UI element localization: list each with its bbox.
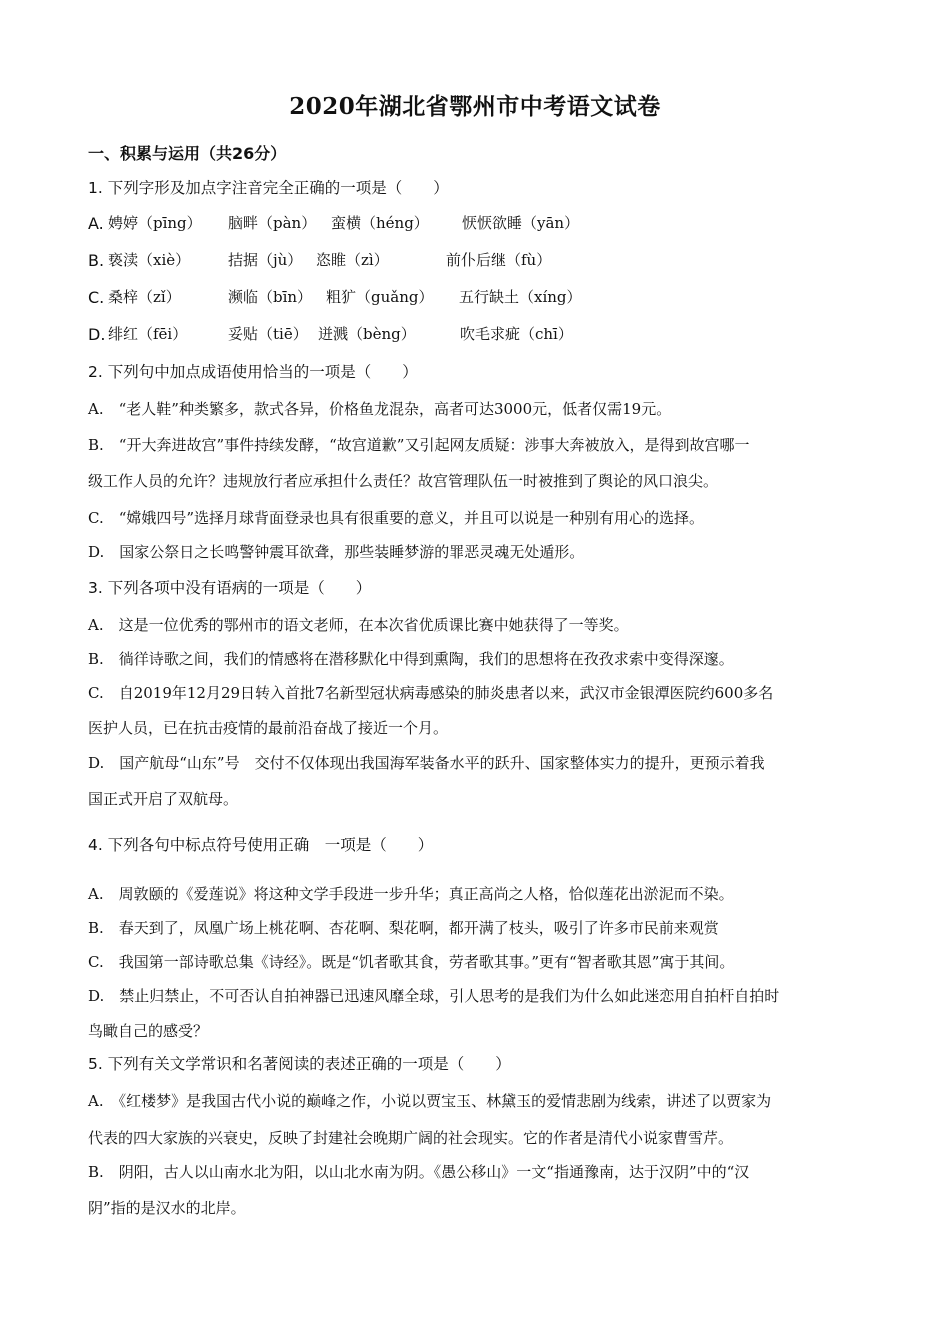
question-5-option-b-line2: 阴”指的是汉水的北岸。 [88, 1199, 246, 1217]
question-3-option-d-line1: D. 国产航母“山东”号 交付不仅体现出我国海军装备水平的跃升、国家整体实力的提升，更预示着我 [88, 754, 765, 772]
question-2-option-a: A. “老人鞋”种类繁多，款式各异，价格鱼龙混杂，高者可达3000元，低者仅需19元。 [88, 400, 672, 418]
question-2-stem: 2. 下列句中加点成语使用恰当的一项是（ ） [88, 363, 418, 381]
question-3-stem: 3. 下列各项中没有语病的一项是（ ） [88, 579, 372, 597]
question-2-option-b-line1: B. “开大奔进故宫”事件持续发酵，“故宫道歉”又引起网友质疑：涉事大奔被放入，是得到故宫哪一 [88, 436, 750, 454]
question-4-stem: 4. 下列各句中标点符号使用正确 一项是（ ） [88, 836, 434, 854]
question-5-stem: 5. 下列有关文学常识和名著阅读的表述正确的一项是（ ） [88, 1055, 511, 1073]
option-label: C. [88, 288, 105, 307]
option-item: 娉婷（pīng） [108, 214, 202, 232]
question-4-option-a: A. 周敦颐的《爱莲说》将这种文学手段进一步升华；真正高尚之人格，恰似莲花出淤泥而不染。 [88, 885, 734, 903]
option-item: 蛮横（héng） [331, 214, 429, 232]
section-heading: 一、积累与运用（共26分） [88, 144, 287, 163]
question-1-stem: 1. 下列字形及加点字注音完全正确的一项是（ ） [88, 179, 449, 197]
question-4-option-d-line2: 鸟瞰自己的感受？ [88, 1022, 209, 1040]
option-item: 粗犷（guǎng） [326, 288, 434, 306]
option-item: 绯红（fēi） [108, 325, 188, 343]
question-4-option-c: C. 我国第一部诗歌总集《诗经》。既是“饥者歌其食，劳者歌其事。”更有“智者歌其恩”寓于其间。 [88, 953, 735, 971]
question-4-option-d-line1: D. 禁止归禁止，不可否认自拍神器已迅速风靡全球，引人思考的是我们为什么如此迷恋用自拍杆自拍时 [88, 987, 780, 1005]
option-label: D. [88, 325, 106, 344]
question-2-option-d: D. 国家公祭日之长鸣警钟震耳欲聋，那些装睡梦游的罪恶灵魂无处遁形。 [88, 543, 585, 561]
question-5-option-a-line1: A. 《红楼梦》是我国古代小说的巅峰之作，小说以贾宝玉、林黛玉的爱情悲剧为线索，讲述了以贾家为 [88, 1092, 772, 1110]
option-item: 拮据（jù） [228, 251, 303, 269]
question-3-option-d-line2: 国正式开启了双航母。 [88, 790, 239, 808]
page-title: 2020年湖北省鄂州市中考语文试卷 [289, 93, 661, 120]
question-4-option-b: B. 春天到了，凤凰广场上桃花啊、杏花啊、梨花啊，都开满了枝头，吸引了许多市民前来观赏 [88, 919, 719, 937]
question-5-option-b-line1: B. 阴阳，古人以山南水北为阳，以山北水南为阴。《愚公移山》一文“指通豫南，达于汉阴”中的“汉 [88, 1163, 750, 1181]
option-item: 桑梓（zǐ） [108, 288, 181, 306]
option-item: 恹恹欲睡（yān） [462, 214, 580, 232]
question-3-option-b: B. 徜徉诗歌之间，我们的情感将在潜移默化中得到熏陶，我们的思想将在孜孜求索中变得深邃。 [88, 650, 734, 668]
question-2-option-b-line2: 级工作人员的允许？违规放行者应承担什么责任？故宫管理队伍一时被推到了舆论的风口浪尖。 [88, 472, 719, 490]
option-item: 妥贴（tiē） [228, 325, 308, 343]
option-item: 恣睢（zì） [316, 251, 389, 269]
option-item: 亵渎（xiè） [108, 251, 191, 269]
question-3-option-c-line2: 医护人员，已在抗击疫情的最前沿奋战了接近一个月。 [88, 719, 449, 737]
option-label: A. [88, 214, 104, 233]
option-item: 吹毛求疵（chī） [460, 325, 573, 343]
question-3-option-c-line1: C. 自2019年12月29日转入首批7名新型冠状病毒感染的肺炎患者以来，武汉市金银潭医院约600多名 [88, 684, 774, 702]
option-item: 迸溅（bèng） [318, 325, 416, 343]
option-item: 前仆后继（fù） [446, 251, 552, 269]
option-label: B. [88, 251, 105, 270]
option-item: 脑畔（pàn） [228, 214, 317, 232]
question-2-option-c: C. “嫦娥四号”选择月球背面登录也具有很重要的意义，并且可以说是一种别有用心的选择。 [88, 509, 705, 527]
option-item: 濒临（bīn） [228, 288, 313, 306]
question-3-option-a: A. 这是一位优秀的鄂州市的语文老师，在本次省优质课比赛中她获得了一等奖。 [88, 616, 629, 634]
option-item: 五行缺土（xíng） [459, 288, 582, 306]
question-5-option-a-line2: 代表的四大家族的兴衰史，反映了封建社会晚期广阔的社会现实。它的作者是清代小说家曹雪芹。 [88, 1129, 734, 1147]
